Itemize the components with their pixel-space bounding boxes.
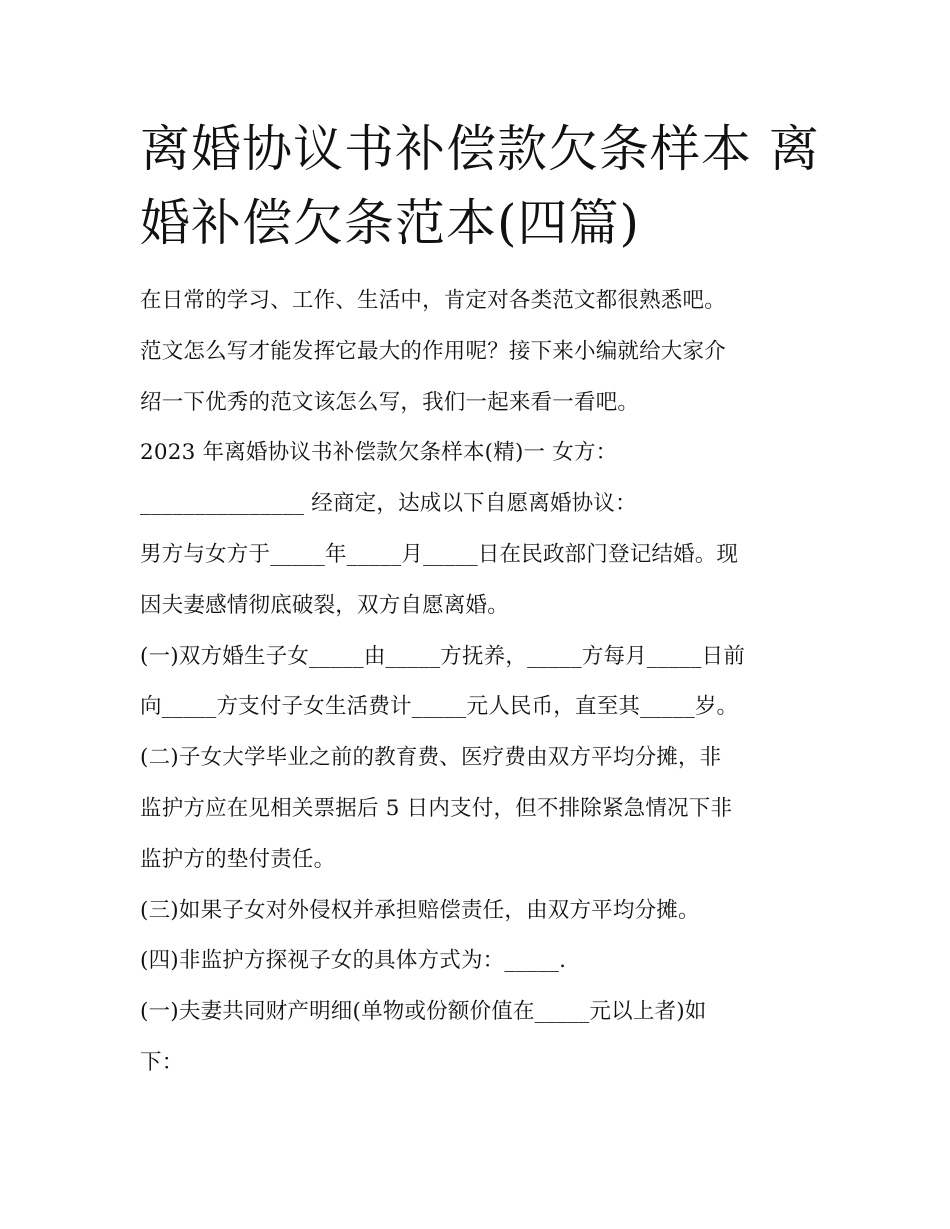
text-line: 2023 年离婚协议书补偿款欠条样本(精)一 女方： [140,440,618,466]
text-line: 下： [140,1049,184,1075]
text-line: (四)非监护方探视子女的具体方式为：_____. [140,948,567,974]
document-title [140,112,820,260]
text-line: 监护方的垫付责任。 [140,846,336,872]
text-line: 绍一下优秀的范文该怎么写，我们一起来看一看吧。 [140,389,640,415]
text-line: 向_____方支付子女生活费计_____元人民币，直至其_____岁。 [140,694,739,720]
text-line: (一)双方婚生子女_____由_____方抚养，_____方每月_____日前 [140,643,746,669]
document-body [140,276,820,1089]
text-line: 在日常的学习、工作、生活中，肯定对各类范文都很熟悉吧。 [140,288,726,313]
text-line: (三)如果子女对外侵权并承担赔偿责任，由双方平均分摊。 [140,897,700,923]
text-line: (二)子女大学毕业之前的教育费、医疗费由双方平均分摊，非 [140,745,722,771]
text-line: 监护方应在见相关票据后 5 日内支付，但不排除紧急情况下非 [140,795,733,821]
text-line: 范文怎么写才能发挥它最大的作用呢？接下来小编就给大家介 [140,338,726,364]
text-line: (一)夫妻共同财产明细(单物或份额价值在_____元以上者)如 [140,999,707,1025]
title-line-2: 婚补偿欠条范本(四篇) [140,194,641,252]
text-line: _______________ 经商定，达成以下自愿离婚协议： [140,491,637,517]
text-line: 因夫妻感情彻底破裂，双方自愿离婚。 [140,592,509,618]
title-line-1: 离婚协议书补偿款欠条样本 离 [140,120,820,178]
text-line: 男方与女方于_____年_____月_____日在民政部门登记结婚。现 [140,541,739,567]
